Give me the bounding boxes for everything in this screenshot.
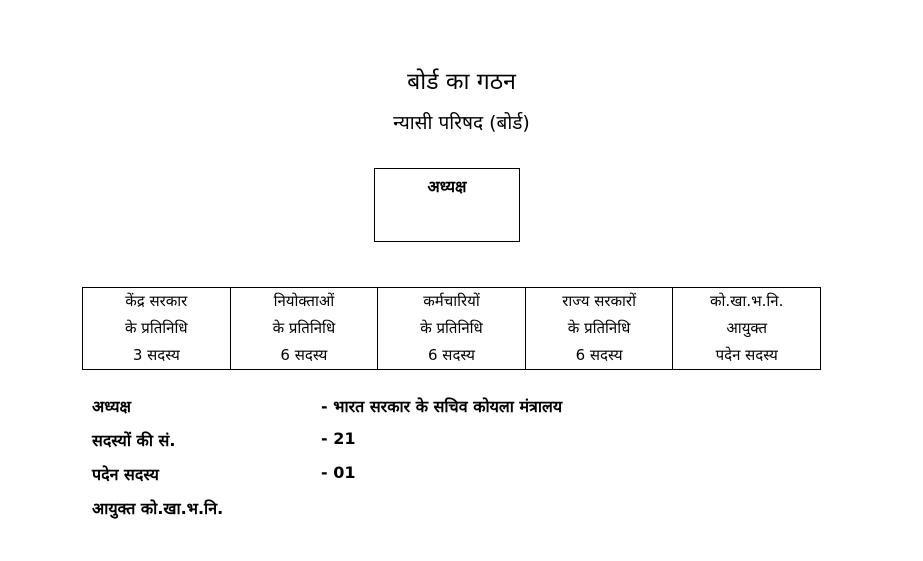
member-line-1: को.खा.भ.नि. [709,292,784,310]
info-key: अध्यक्ष [92,397,131,416]
member-line-2: के प्रतिनिधि [420,319,483,337]
member-line-1: केंद्र सरकार [125,292,188,310]
member-cell-central-govt [83,288,231,370]
member-cell-commissioner [673,288,821,370]
member-line-1: कर्मचारियों [423,292,480,310]
info-key: आयुक्त को.खा.भ.नि. [92,499,224,518]
info-key: सदस्यों की सं. [92,431,176,450]
member-line-1: नियोक्ताओं [273,292,335,310]
chairman-box [374,168,520,242]
member-line-2: के प्रतिनिधि [567,319,631,337]
member-line-2: के प्रतिनिधि [125,319,188,337]
member-line-3: 6 सदस्य [575,346,623,364]
member-cell-state-govts [525,288,673,370]
info-value: - भारत सरकार के सचिव कोयला मंत्रालय [321,397,563,416]
info-row-ex-officio [92,463,792,489]
member-line-2: आयुक्त [726,319,767,337]
member-line-1: राज्य सरकारों [562,292,636,310]
info-row-member-count [92,429,792,455]
member-line-3: पदेन सदस्य [715,346,778,364]
member-line-2: के प्रतिनिधि [272,319,336,337]
member-line-3: 6 सदस्य [280,346,328,364]
chairman-box-label: अध्यक्ष [427,177,467,196]
member-cell-employers [230,288,378,370]
page-title: बोर्ड का गठन [407,69,516,95]
info-value: - 01 [321,463,356,482]
info-row-chairman [92,395,792,421]
member-cell-employees [378,288,526,370]
member-line-3: 3 सदस्य [132,346,180,364]
info-key: पदेन सदस्य [92,465,159,484]
member-line-3: 6 सदस्य [428,346,475,364]
members-table [82,287,821,370]
info-row-commissioner [92,497,792,523]
page-subtitle: न्यासी परिषद (बोर्ड) [393,112,530,134]
members-row [83,288,821,370]
info-value: - 21 [321,429,356,448]
